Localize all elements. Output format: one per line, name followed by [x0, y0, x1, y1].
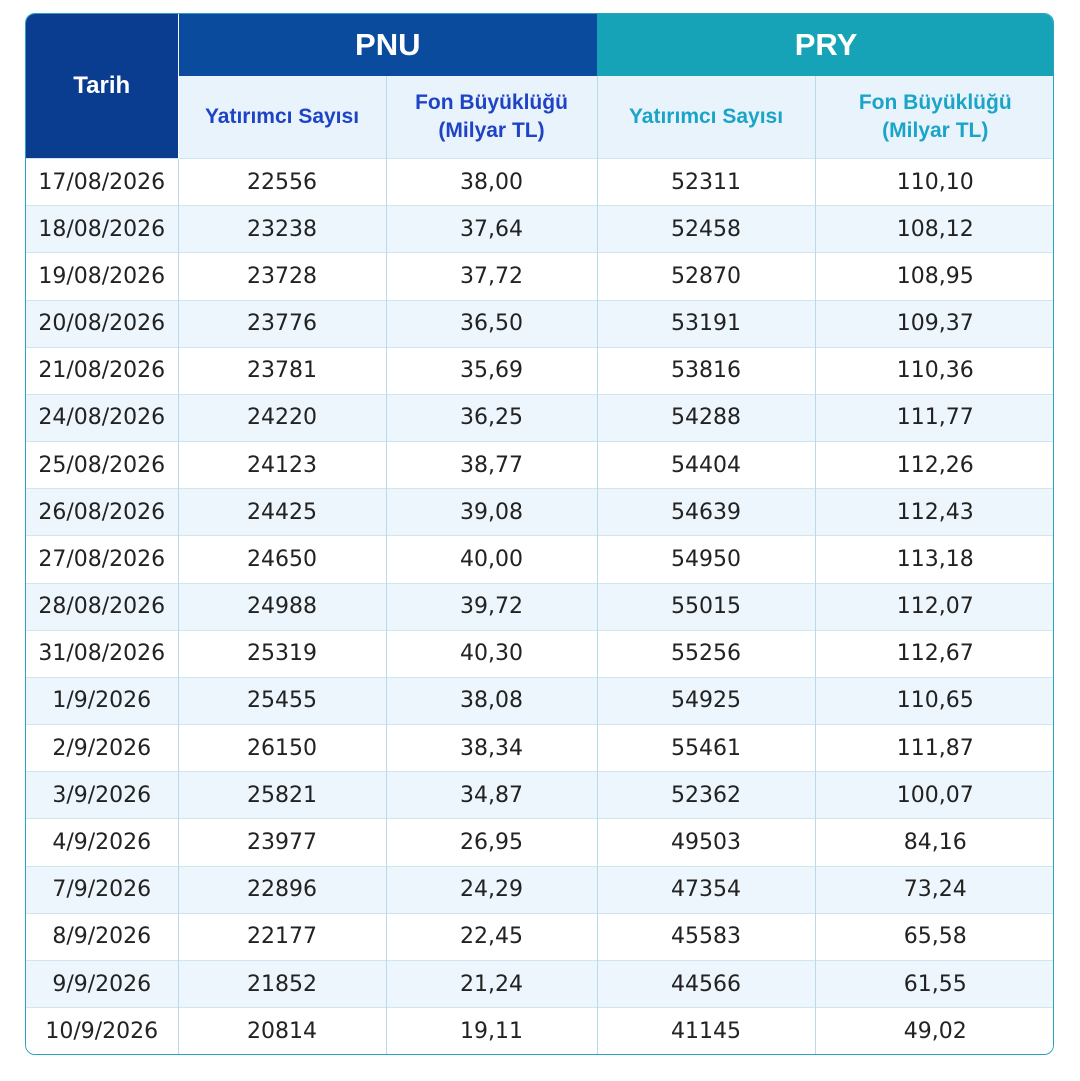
- pnu-investors-cell: 23238: [178, 206, 386, 253]
- table-row: [26, 442, 1054, 489]
- table-row: [26, 772, 1054, 819]
- date-cell: 21/08/2026: [26, 347, 178, 394]
- pnu-fund-size-cell: 21,24: [386, 960, 597, 1007]
- pry-fund-size-cell: 111,87: [815, 725, 1054, 772]
- pry-fund-size-header-line2: (Milyar TL): [882, 119, 989, 142]
- pry-investors-cell: 52870: [597, 253, 815, 300]
- pnu-fund-size-cell: 24,29: [386, 866, 597, 913]
- pnu-fund-size-cell: 38,00: [386, 159, 597, 206]
- date-cell: 1/9/2026: [26, 677, 178, 724]
- pry-fund-size-cell: 112,26: [815, 442, 1054, 489]
- pry-investors-cell: 52362: [597, 772, 815, 819]
- pnu-investors-cell: 24220: [178, 394, 386, 441]
- pnu-fund-size-cell: 38,77: [386, 442, 597, 489]
- pry-investors-cell: 53816: [597, 347, 815, 394]
- table-row: [26, 630, 1054, 677]
- pry-fund-size-cell: 84,16: [815, 819, 1054, 866]
- pry-fund-size-cell: 108,95: [815, 253, 1054, 300]
- pnu-investors-cell: 20814: [178, 1008, 386, 1054]
- pry-investors-cell: 45583: [597, 913, 815, 960]
- pnu-investors-cell: 23776: [178, 300, 386, 347]
- pnu-investors-cell: 26150: [178, 725, 386, 772]
- pnu-fund-size-cell: 38,34: [386, 725, 597, 772]
- table-row: [26, 206, 1054, 253]
- pry-investors-cell: 52311: [597, 159, 815, 206]
- pry-fund-size-cell: 65,58: [815, 913, 1054, 960]
- pnu-fund-size-cell: 40,30: [386, 630, 597, 677]
- pnu-fund-size-cell: 40,00: [386, 536, 597, 583]
- pry-fund-size-header-line1: Fon Büyüklüğü: [858, 91, 1012, 114]
- pnu-investors-cell: 24650: [178, 536, 386, 583]
- pnu-investors-header: Yatırımcı Sayısı: [178, 76, 386, 159]
- pry-investors-cell: 55461: [597, 725, 815, 772]
- pry-investors-cell: 53191: [597, 300, 815, 347]
- pnu-investors-cell: 22896: [178, 866, 386, 913]
- pry-investors-cell: 54639: [597, 489, 815, 536]
- date-cell: 28/08/2026: [26, 583, 178, 630]
- pry-fund-size-cell: 111,77: [815, 394, 1054, 441]
- date-cell: 7/9/2026: [26, 866, 178, 913]
- pry-investors-cell: 54950: [597, 536, 815, 583]
- pnu-fund-size-cell: 35,69: [386, 347, 597, 394]
- pry-investors-cell: 44566: [597, 960, 815, 1007]
- pnu-fund-size-header: [386, 76, 597, 159]
- pnu-investors-cell: 25821: [178, 772, 386, 819]
- fund-data-table: [26, 14, 1054, 1054]
- pry-fund-size-cell: 110,10: [815, 159, 1054, 206]
- pnu-investors-cell: 23728: [178, 253, 386, 300]
- pnu-investors-cell: 24123: [178, 442, 386, 489]
- pry-fund-size-cell: 61,55: [815, 960, 1054, 1007]
- pry-fund-size-cell: 108,12: [815, 206, 1054, 253]
- pry-fund-size-cell: 113,18: [815, 536, 1054, 583]
- pnu-investors-cell: 24988: [178, 583, 386, 630]
- pry-investors-cell: 54925: [597, 677, 815, 724]
- table-row: [26, 300, 1054, 347]
- date-cell: 2/9/2026: [26, 725, 178, 772]
- date-cell: 24/08/2026: [26, 394, 178, 441]
- date-cell: 3/9/2026: [26, 772, 178, 819]
- pry-investors-cell: 54404: [597, 442, 815, 489]
- pnu-investors-cell: 23781: [178, 347, 386, 394]
- pnu-investors-cell: 25455: [178, 677, 386, 724]
- pnu-investors-cell: 22556: [178, 159, 386, 206]
- pry-fund-size-cell: 100,07: [815, 772, 1054, 819]
- pnu-investors-cell: 24425: [178, 489, 386, 536]
- table-row: [26, 536, 1054, 583]
- pry-fund-size-cell: 109,37: [815, 300, 1054, 347]
- pry-investors-cell: 55256: [597, 630, 815, 677]
- pnu-fund-size-cell: 37,72: [386, 253, 597, 300]
- pnu-investors-cell: 23977: [178, 819, 386, 866]
- table-row: [26, 960, 1054, 1007]
- date-cell: 4/9/2026: [26, 819, 178, 866]
- table-row: [26, 866, 1054, 913]
- pry-investors-cell: 55015: [597, 583, 815, 630]
- pry-investors-cell: 41145: [597, 1008, 815, 1054]
- date-column-header: Tarih: [26, 14, 178, 159]
- pry-investors-cell: 47354: [597, 866, 815, 913]
- pnu-investors-cell: 22177: [178, 913, 386, 960]
- pry-investors-header: Yatırımcı Sayısı: [597, 76, 815, 159]
- table-row: [26, 347, 1054, 394]
- table-body: [26, 159, 1054, 1055]
- pnu-investors-cell: 21852: [178, 960, 386, 1007]
- fund-table-container: [25, 13, 1054, 1055]
- pnu-fund-size-cell: 26,95: [386, 819, 597, 866]
- table-row: [26, 677, 1054, 724]
- pry-fund-size-cell: 112,07: [815, 583, 1054, 630]
- pry-fund-size-cell: 110,65: [815, 677, 1054, 724]
- date-cell: 18/08/2026: [26, 206, 178, 253]
- pry-group-header: PRY: [597, 14, 1054, 76]
- pry-investors-cell: 49503: [597, 819, 815, 866]
- pry-fund-size-cell: 112,67: [815, 630, 1054, 677]
- table-row: [26, 394, 1054, 441]
- pnu-fund-size-cell: 38,08: [386, 677, 597, 724]
- pry-fund-size-cell: 112,43: [815, 489, 1054, 536]
- date-cell: 26/08/2026: [26, 489, 178, 536]
- pry-fund-size-header: [815, 76, 1054, 159]
- table-row: [26, 725, 1054, 772]
- date-cell: 20/08/2026: [26, 300, 178, 347]
- pry-investors-cell: 52458: [597, 206, 815, 253]
- pnu-fund-size-cell: 19,11: [386, 1008, 597, 1054]
- table-row: [26, 489, 1054, 536]
- table-row: [26, 159, 1054, 206]
- pry-fund-size-cell: 73,24: [815, 866, 1054, 913]
- pnu-fund-size-cell: 36,50: [386, 300, 597, 347]
- pry-fund-size-cell: 49,02: [815, 1008, 1054, 1054]
- table-row: [26, 819, 1054, 866]
- pry-investors-cell: 54288: [597, 394, 815, 441]
- date-cell: 10/9/2026: [26, 1008, 178, 1054]
- pnu-group-header: PNU: [178, 14, 597, 76]
- pnu-fund-size-cell: 36,25: [386, 394, 597, 441]
- date-cell: 9/9/2026: [26, 960, 178, 1007]
- table-row: [26, 253, 1054, 300]
- pnu-fund-size-header-line1: Fon Büyüklüğü: [415, 91, 568, 114]
- table-row: [26, 1008, 1054, 1054]
- date-cell: 31/08/2026: [26, 630, 178, 677]
- pnu-fund-size-cell: 39,08: [386, 489, 597, 536]
- date-cell: 27/08/2026: [26, 536, 178, 583]
- pry-fund-size-cell: 110,36: [815, 347, 1054, 394]
- pnu-fund-size-cell: 34,87: [386, 772, 597, 819]
- table-row: [26, 913, 1054, 960]
- date-cell: 17/08/2026: [26, 159, 178, 206]
- pnu-fund-size-cell: 22,45: [386, 913, 597, 960]
- date-cell: 8/9/2026: [26, 913, 178, 960]
- pnu-fund-size-header-line2: (Milyar TL): [438, 119, 545, 142]
- table-row: [26, 583, 1054, 630]
- date-cell: 25/08/2026: [26, 442, 178, 489]
- pnu-fund-size-cell: 39,72: [386, 583, 597, 630]
- pnu-investors-cell: 25319: [178, 630, 386, 677]
- pnu-fund-size-cell: 37,64: [386, 206, 597, 253]
- date-cell: 19/08/2026: [26, 253, 178, 300]
